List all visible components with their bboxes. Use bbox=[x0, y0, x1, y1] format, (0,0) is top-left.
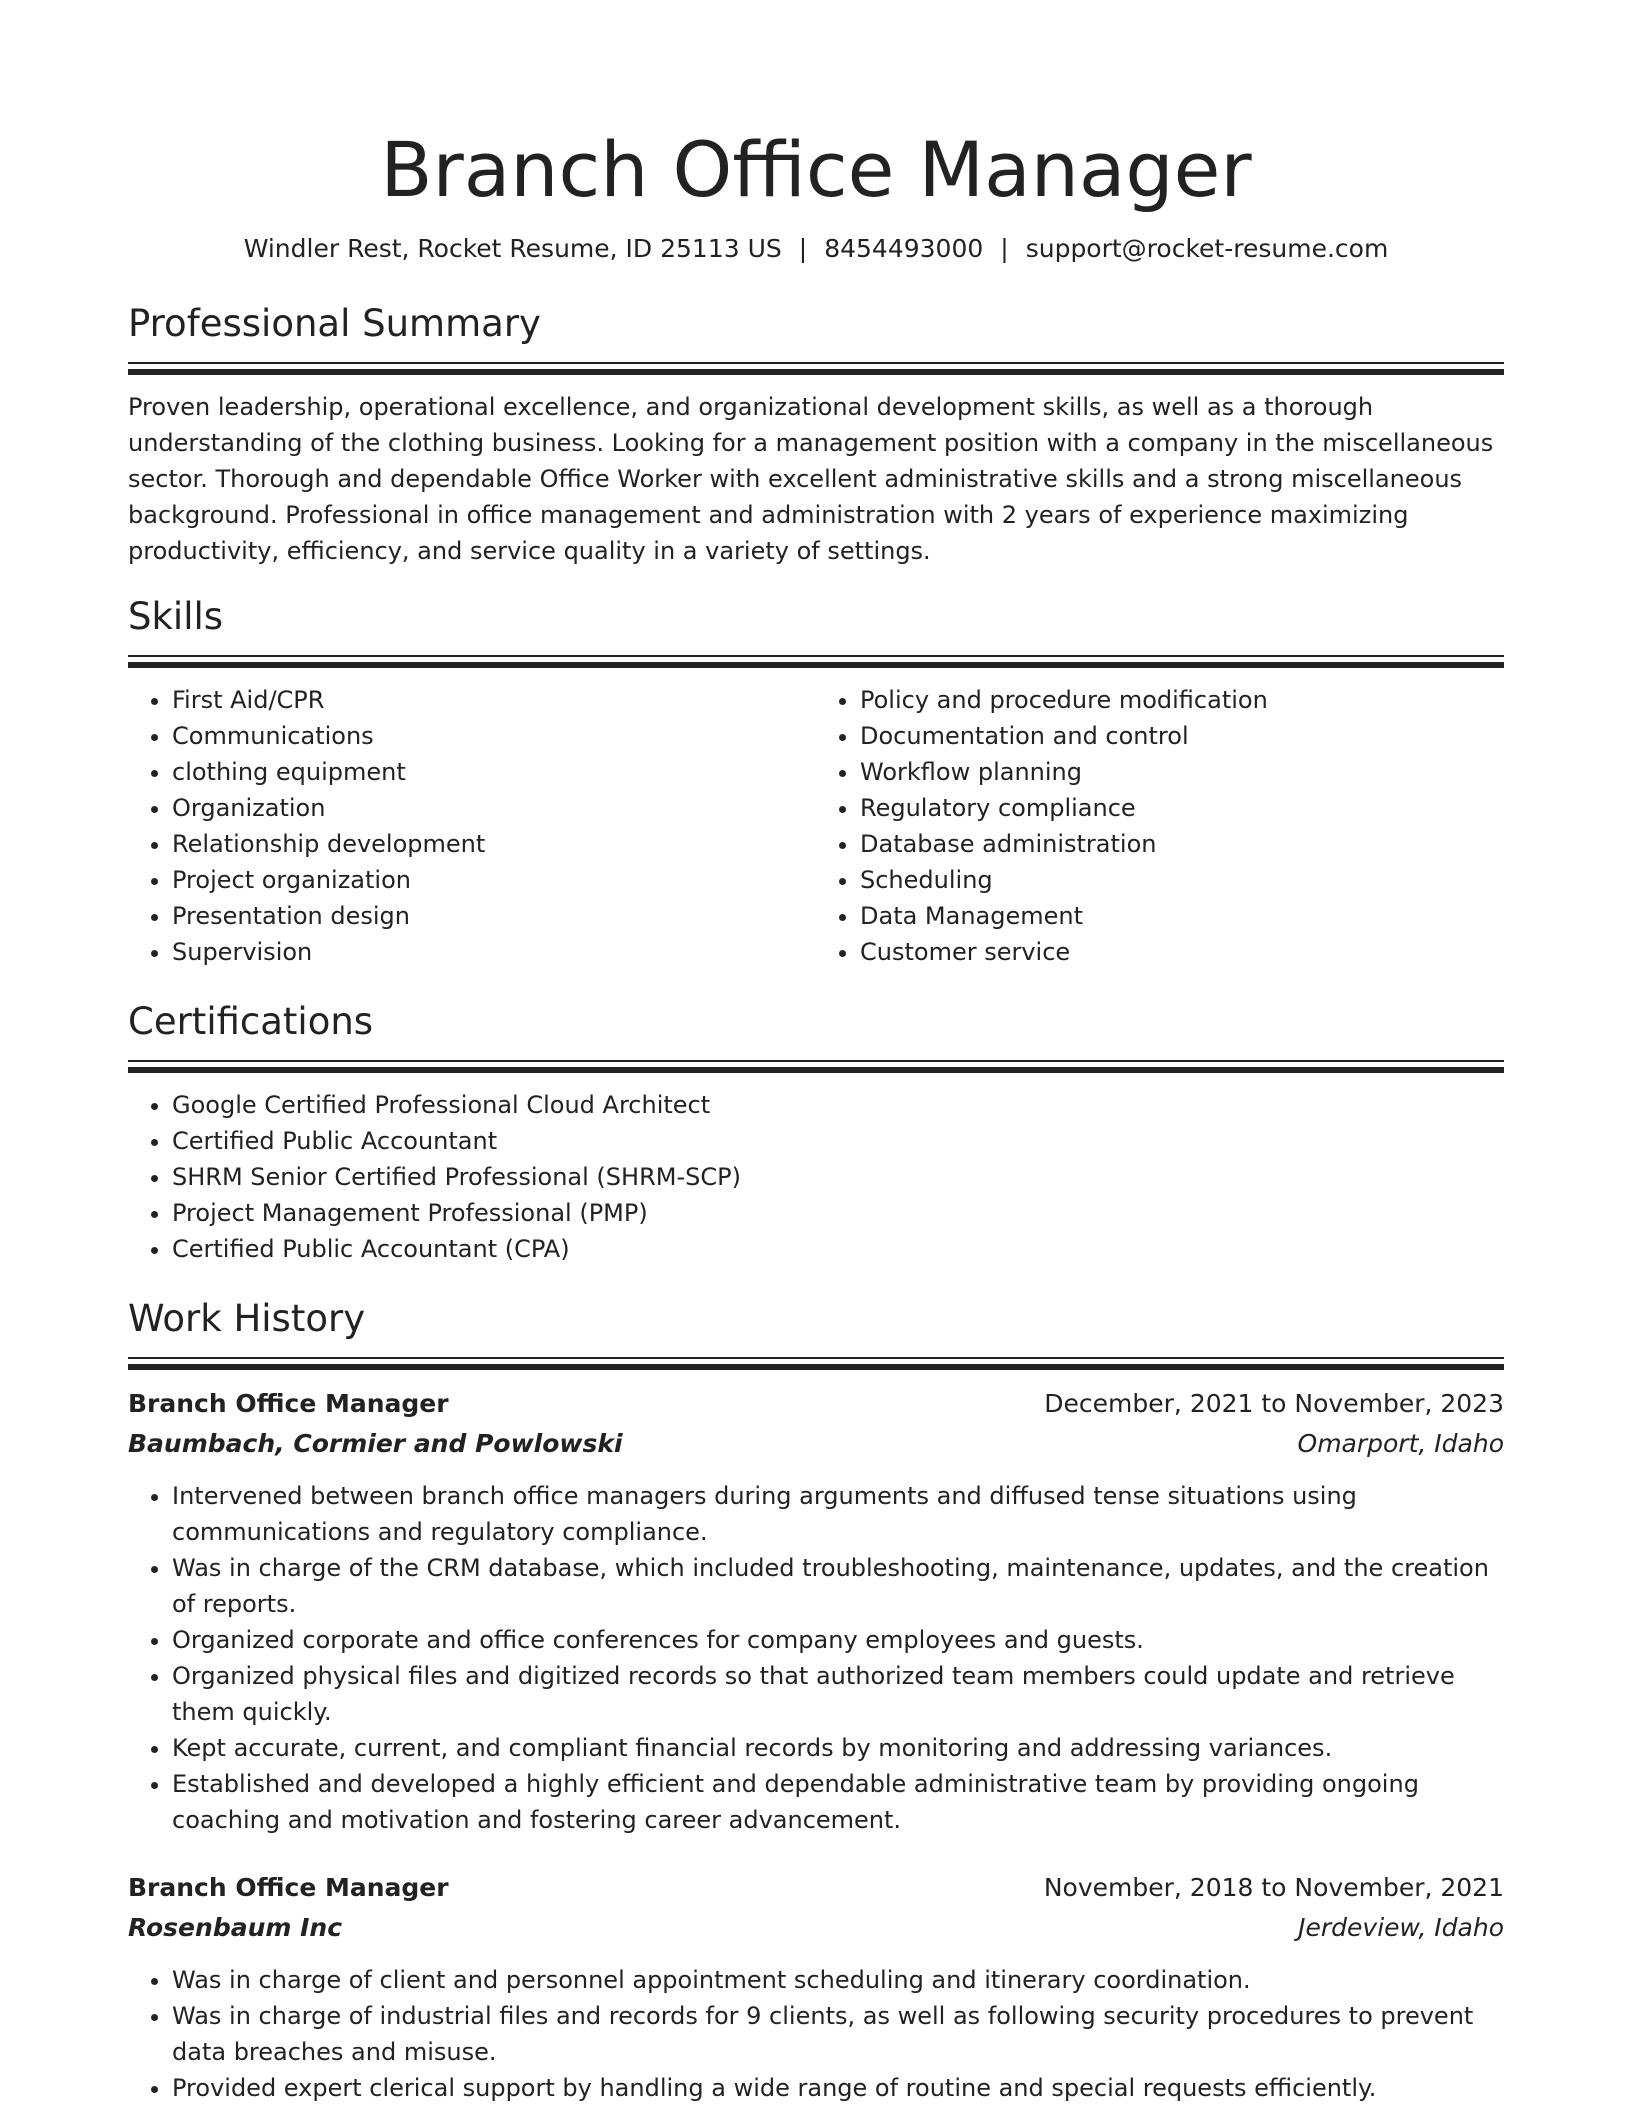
section-divider bbox=[128, 1357, 1504, 1359]
job-title: Branch Office Manager bbox=[128, 1873, 449, 1902]
section-divider-thick bbox=[128, 1067, 1504, 1073]
work-history-section bbox=[128, 1295, 1504, 2106]
skill-item: • clothing equipment bbox=[172, 754, 816, 790]
job-bullet: • Established and developed a highly efficient and dependable administrative team by providing ongoing coaching and motivation and fostering career advancement. bbox=[172, 1766, 1504, 1838]
certification-item: • Project Management Professional (PMP) bbox=[172, 1195, 1504, 1231]
certifications-title: Certifications bbox=[128, 1000, 374, 1043]
skill-item: • Scheduling bbox=[860, 862, 1504, 898]
section-divider-thick bbox=[128, 1364, 1504, 1370]
job-entry bbox=[128, 1868, 1504, 2106]
skill-item: • Supervision bbox=[172, 934, 816, 970]
job-header bbox=[128, 1384, 1504, 1424]
skill-item: • First Aid/CPR bbox=[172, 682, 816, 718]
contact-separator: | bbox=[1000, 234, 1009, 263]
skill-item: • Relationship development bbox=[172, 826, 816, 862]
contact-line bbox=[128, 232, 1504, 266]
skill-item: • Customer service bbox=[860, 934, 1504, 970]
job-bullet: • Was in charge of the CRM database, which included troubleshooting, maintenance, updates, and the creation of reports. bbox=[172, 1550, 1504, 1622]
section-divider-thick bbox=[128, 662, 1504, 668]
certification-item: • SHRM Senior Certified Professional (SHRM-SCP) bbox=[172, 1159, 1504, 1195]
contact-address: Windler Rest, Rocket Resume, ID 25113 US bbox=[243, 234, 782, 263]
skill-item: • Workflow planning bbox=[860, 754, 1504, 790]
skill-item: • Documentation and control bbox=[860, 718, 1504, 754]
skill-item: • Communications bbox=[172, 718, 816, 754]
skills-title: Skills bbox=[128, 595, 224, 638]
job-bullets bbox=[128, 1478, 1504, 1838]
skill-item: • Organization bbox=[172, 790, 816, 826]
job-header bbox=[128, 1868, 1504, 1908]
job-dates: November, 2018 to November, 2021 bbox=[1043, 1873, 1504, 1902]
job-location: Omarport, Idaho bbox=[1297, 1429, 1504, 1458]
job-subheader bbox=[128, 1908, 1504, 1948]
job-dates: December, 2021 to November, 2023 bbox=[1044, 1389, 1504, 1418]
section-divider bbox=[128, 1060, 1504, 1062]
summary-text: Proven leadership, operational excellence, and organizational development skills, as well as a thorough understanding of the clothing business. Looking for a management position with a company in the miscellaneous sector. Thorough and dependable Office Worker with excellent administrative skills and a strong miscellaneous background. Professional in office management and administration with 2 years of experience maximizing productivity, efficiency, and service quality in a variety of settings. bbox=[128, 393, 1494, 565]
skill-item: • Data Management bbox=[860, 898, 1504, 934]
skills-list-right bbox=[816, 682, 1504, 970]
contact-email[interactable]: support@rocket-resume.com bbox=[1025, 234, 1389, 263]
job-bullet: • Was in charge of industrial files and records for 9 clients, as well as following security procedures to prevent data breaches and misuse. bbox=[172, 1998, 1504, 2070]
skill-item: • Policy and procedure modification bbox=[860, 682, 1504, 718]
skills-section bbox=[128, 593, 1504, 970]
section-divider-thick bbox=[128, 369, 1504, 375]
job-title: Branch Office Manager bbox=[128, 1389, 449, 1418]
contact-phone: 8454493000 bbox=[824, 234, 984, 263]
job-bullet: • Organized corporate and office conferences for company employees and guests. bbox=[172, 1622, 1504, 1658]
skill-item: • Presentation design bbox=[172, 898, 816, 934]
section-divider bbox=[128, 362, 1504, 364]
job-company: Baumbach, Cormier and Powlowski bbox=[128, 1429, 623, 1458]
certifications-section bbox=[128, 998, 1504, 1267]
job-bullets bbox=[128, 1962, 1504, 2106]
certification-item: • Certified Public Accountant (CPA) bbox=[172, 1231, 1504, 1267]
job-location: Jerdeview, Idaho bbox=[1298, 1913, 1504, 1942]
job-company: Rosenbaum Inc bbox=[128, 1913, 343, 1942]
certification-item: • Certified Public Accountant bbox=[172, 1123, 1504, 1159]
work-history-title: Work History bbox=[128, 1297, 366, 1340]
job-subheader bbox=[128, 1424, 1504, 1464]
summary-title: Professional Summary bbox=[128, 302, 541, 345]
job-bullet: • Intervened between branch office managers during arguments and diffused tense situations using communications and regulatory compliance. bbox=[172, 1478, 1504, 1550]
skill-item: • Project organization bbox=[172, 862, 816, 898]
job-bullet: • Provided expert clerical support by handling a wide range of routine and special requests efficiently. bbox=[172, 2070, 1504, 2106]
job-entry bbox=[128, 1384, 1504, 1838]
certification-item: • Google Certified Professional Cloud Architect bbox=[172, 1087, 1504, 1123]
contact-separator: | bbox=[798, 234, 808, 263]
skill-item: • Regulatory compliance bbox=[860, 790, 1504, 826]
skill-item: • Database administration bbox=[860, 826, 1504, 862]
skills-list-left bbox=[128, 682, 816, 970]
skills-columns bbox=[128, 682, 1504, 970]
certifications-list bbox=[128, 1087, 1504, 1267]
job-bullet: • Organized physical files and digitized records so that authorized team members could update and retrieve them quickly. bbox=[172, 1658, 1504, 1730]
resume-name: Branch Office Manager bbox=[380, 125, 1252, 214]
summary-section bbox=[128, 300, 1504, 569]
section-divider bbox=[128, 655, 1504, 657]
job-bullet: • Kept accurate, current, and compliant financial records by monitoring and addressing variances. bbox=[172, 1730, 1504, 1766]
job-bullet: • Was in charge of client and personnel appointment scheduling and itinerary coordination. bbox=[172, 1962, 1504, 1998]
